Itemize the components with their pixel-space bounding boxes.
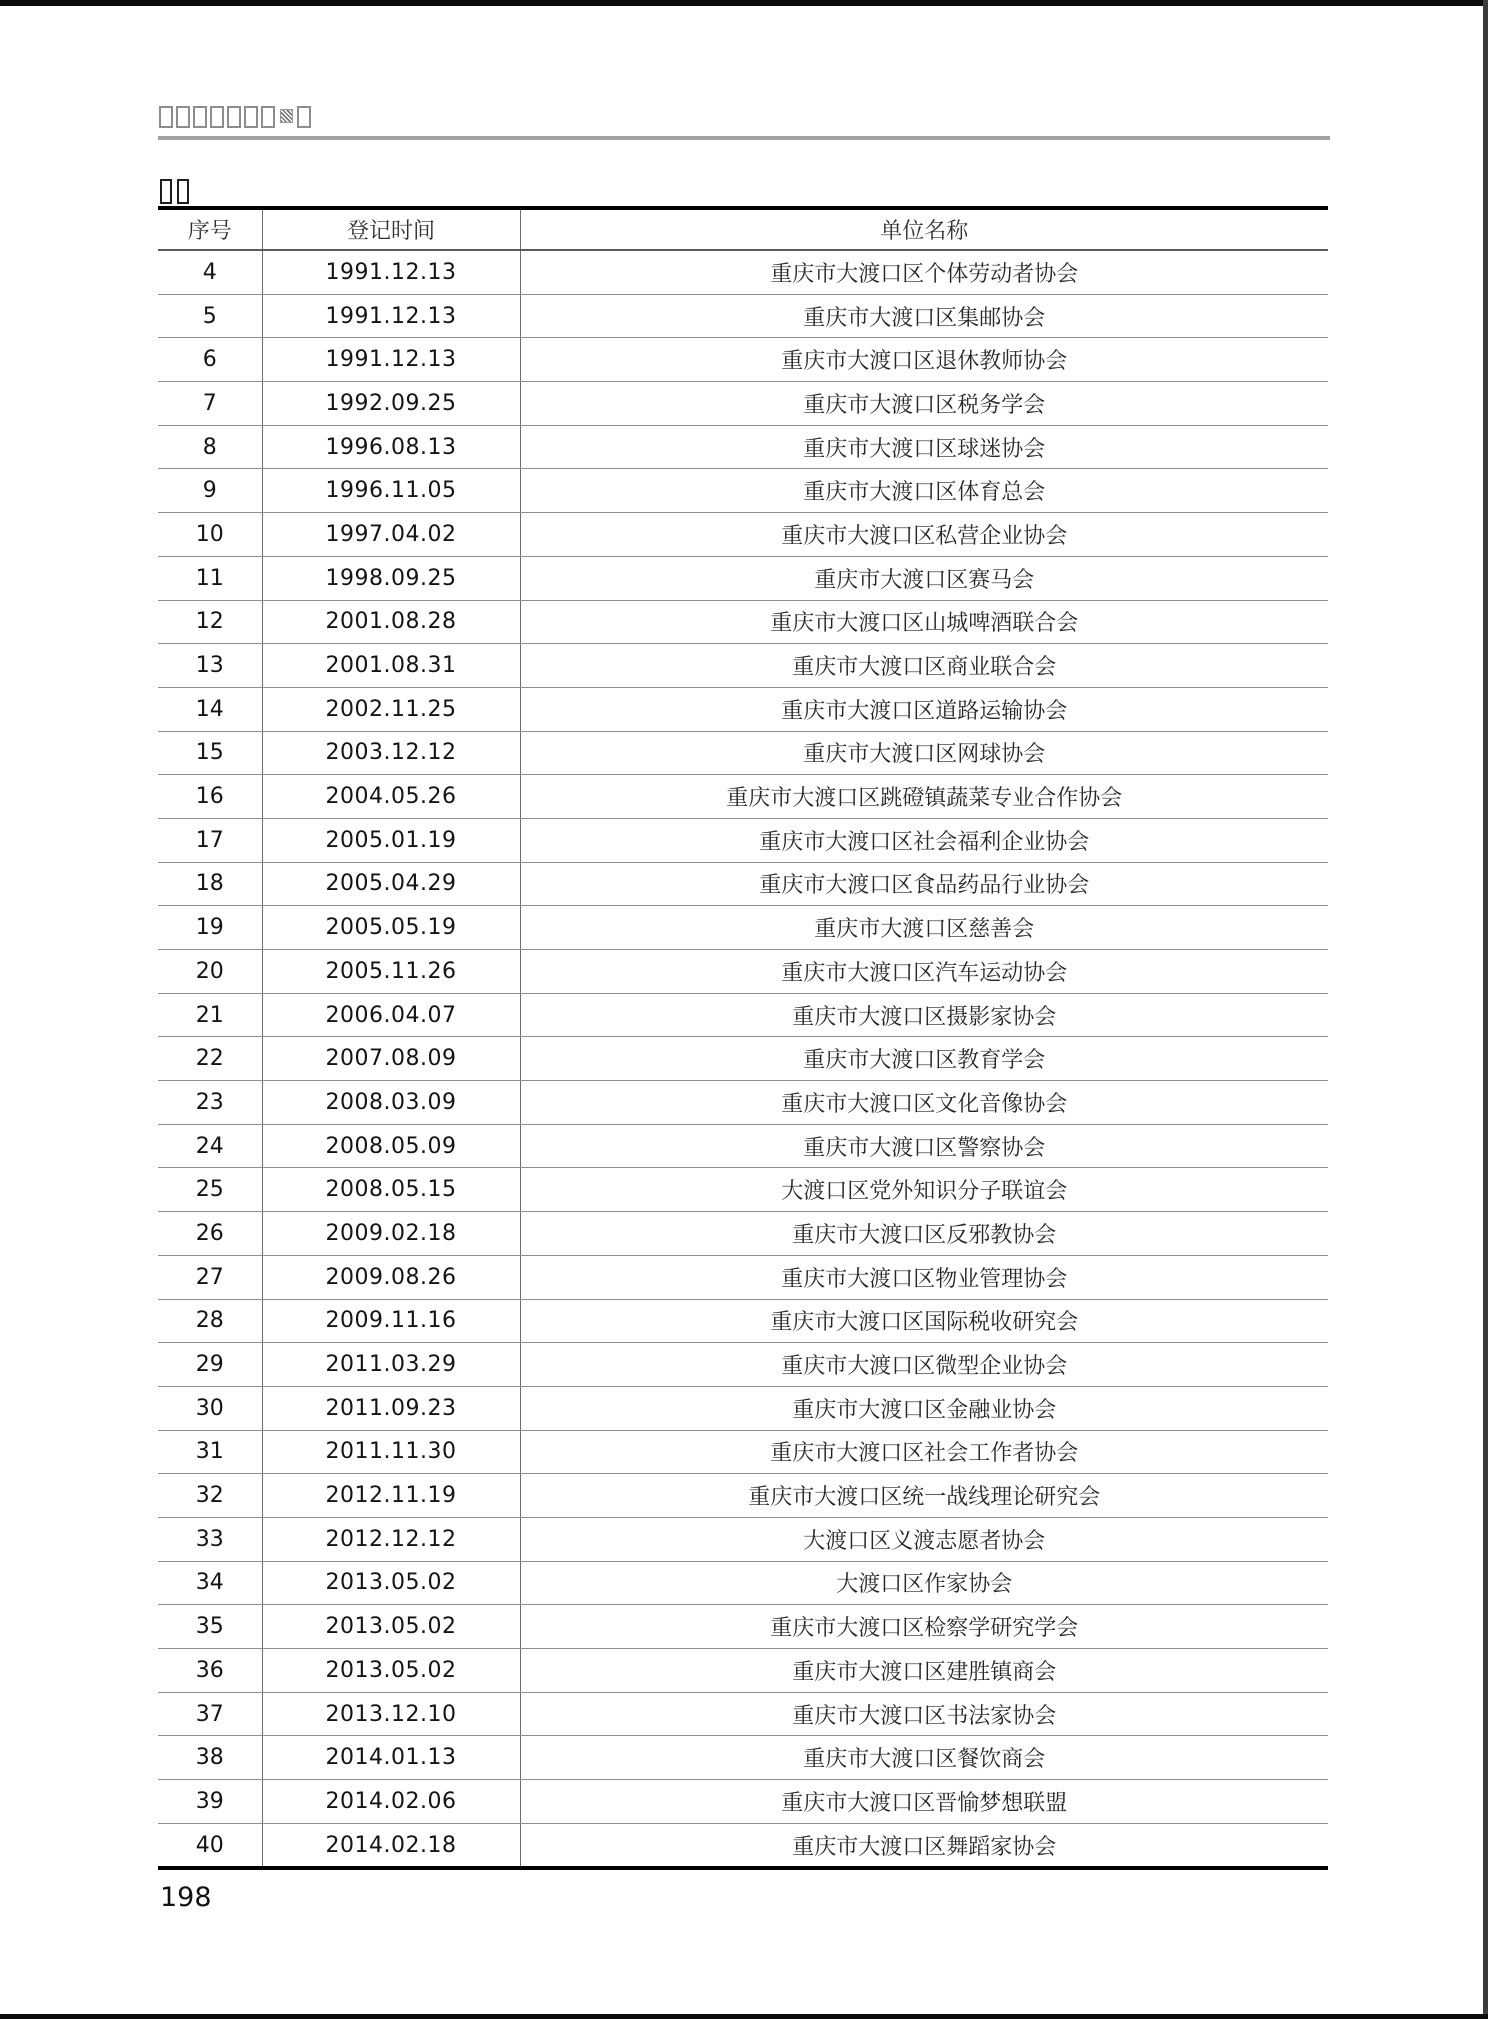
cell-organization-name: 重庆市大渡口区物业管理协会 (520, 1255, 1328, 1299)
table-row (158, 1168, 1328, 1212)
cell-serial: 30 (158, 1386, 262, 1430)
table-row (158, 294, 1328, 338)
cell-organization-name: 重庆市大渡口区反邪教协会 (520, 1212, 1328, 1256)
cell-registration-date: 2009.08.26 (262, 1255, 520, 1299)
cell-organization-name: 重庆市大渡口区建胜镇商会 (520, 1649, 1328, 1693)
cell-serial: 10 (158, 513, 262, 557)
table-row (158, 1736, 1328, 1780)
table-row (158, 1081, 1328, 1125)
cell-serial: 19 (158, 906, 262, 950)
cell-serial: 40 (158, 1823, 262, 1868)
table-row (158, 382, 1328, 426)
cell-organization-name: 大渡口区义渡志愿者协会 (520, 1517, 1328, 1561)
cell-registration-date: 2006.04.07 (262, 993, 520, 1037)
cell-organization-name: 重庆市大渡口区退休教师协会 (520, 338, 1328, 382)
cell-registration-date: 2011.09.23 (262, 1386, 520, 1430)
cell-registration-date: 2009.02.18 (262, 1212, 520, 1256)
cell-organization-name: 重庆市大渡口区道路运输协会 (520, 687, 1328, 731)
cell-registration-date: 2014.01.13 (262, 1736, 520, 1780)
cell-serial: 31 (158, 1430, 262, 1474)
cell-serial: 9 (158, 469, 262, 513)
cell-organization-name: 重庆市大渡口区金融业协会 (520, 1386, 1328, 1430)
table-row (158, 950, 1328, 994)
table-row (158, 1605, 1328, 1649)
continued-table-label (160, 178, 194, 204)
missing-glyph-box (177, 179, 189, 204)
table-row (158, 1692, 1328, 1736)
cell-registration-date: 2008.05.09 (262, 1124, 520, 1168)
page-number: 198 (160, 1882, 212, 1913)
table-row (158, 1212, 1328, 1256)
table-row (158, 1343, 1328, 1387)
cell-organization-name: 重庆市大渡口区食品药品行业协会 (520, 862, 1328, 906)
cell-serial: 36 (158, 1649, 262, 1693)
cell-organization-name: 重庆市大渡口区个体劳动者协会 (520, 250, 1328, 294)
cell-organization-name: 重庆市大渡口区国际税收研究会 (520, 1299, 1328, 1343)
cell-organization-name: 重庆市大渡口区赛马会 (520, 556, 1328, 600)
running-head-title (159, 105, 314, 129)
cell-serial: 7 (158, 382, 262, 426)
table-row (158, 469, 1328, 513)
cell-registration-date: 2005.04.29 (262, 862, 520, 906)
cell-organization-name: 重庆市大渡口区商业联合会 (520, 644, 1328, 688)
cell-organization-name: 重庆市大渡口区社会工作者协会 (520, 1430, 1328, 1474)
cell-organization-name: 大渡口区党外知识分子联谊会 (520, 1168, 1328, 1212)
cell-organization-name: 重庆市大渡口区慈善会 (520, 906, 1328, 950)
cell-registration-date: 2012.12.12 (262, 1517, 520, 1561)
registry-table (158, 206, 1328, 1870)
cell-registration-date: 2013.05.02 (262, 1561, 520, 1605)
cell-organization-name: 重庆市大渡口区跳磴镇蔬菜专业合作协会 (520, 775, 1328, 819)
table-row (158, 644, 1328, 688)
table-row (158, 906, 1328, 950)
table-row (158, 1255, 1328, 1299)
cell-serial: 35 (158, 1605, 262, 1649)
missing-glyph-box (193, 106, 207, 128)
table-header-row (158, 208, 1328, 250)
cell-serial: 23 (158, 1081, 262, 1125)
missing-glyph-box (159, 106, 173, 128)
cell-registration-date: 2011.03.29 (262, 1343, 520, 1387)
table-row (158, 862, 1328, 906)
cell-organization-name: 重庆市大渡口区教育学会 (520, 1037, 1328, 1081)
missing-glyph-box (244, 106, 258, 128)
scan-edge-right (1483, 0, 1488, 2019)
cell-organization-name: 重庆市大渡口区餐饮商会 (520, 1736, 1328, 1780)
table-row (158, 1386, 1328, 1430)
cell-registration-date: 2013.12.10 (262, 1692, 520, 1736)
cell-serial: 15 (158, 731, 262, 775)
partial-glyph (280, 109, 293, 123)
cell-serial: 32 (158, 1474, 262, 1518)
cell-registration-date: 2008.03.09 (262, 1081, 520, 1125)
cell-serial: 17 (158, 818, 262, 862)
cell-organization-name: 重庆市大渡口区社会福利企业协会 (520, 818, 1328, 862)
cell-organization-name: 重庆市大渡口区摄影家协会 (520, 993, 1328, 1037)
table-row (158, 425, 1328, 469)
cell-serial: 6 (158, 338, 262, 382)
cell-serial: 20 (158, 950, 262, 994)
table-row (158, 731, 1328, 775)
cell-organization-name: 大渡口区作家协会 (520, 1561, 1328, 1605)
table-row (158, 1561, 1328, 1605)
cell-registration-date: 2002.11.25 (262, 687, 520, 731)
cell-registration-date: 2001.08.31 (262, 644, 520, 688)
cell-registration-date: 2008.05.15 (262, 1168, 520, 1212)
table-row (158, 338, 1328, 382)
cell-serial: 11 (158, 556, 262, 600)
cell-serial: 22 (158, 1037, 262, 1081)
table-row (158, 1299, 1328, 1343)
cell-registration-date: 1992.09.25 (262, 382, 520, 426)
cell-registration-date: 2003.12.12 (262, 731, 520, 775)
cell-serial: 8 (158, 425, 262, 469)
table-row (158, 1474, 1328, 1518)
cell-registration-date: 1998.09.25 (262, 556, 520, 600)
table-row (158, 600, 1328, 644)
cell-registration-date: 1996.08.13 (262, 425, 520, 469)
cell-organization-name: 重庆市大渡口区舞蹈家协会 (520, 1823, 1328, 1868)
cell-serial: 28 (158, 1299, 262, 1343)
table-row (158, 1517, 1328, 1561)
column-header-organization-name: 单位名称 (520, 208, 1328, 250)
cell-serial: 34 (158, 1561, 262, 1605)
cell-registration-date: 1991.12.13 (262, 294, 520, 338)
cell-serial: 5 (158, 294, 262, 338)
cell-organization-name: 重庆市大渡口区集邮协会 (520, 294, 1328, 338)
missing-glyph-box (227, 106, 241, 128)
cell-organization-name: 重庆市大渡口区私营企业协会 (520, 513, 1328, 557)
column-header-registration-date: 登记时间 (262, 208, 520, 250)
cell-organization-name: 重庆市大渡口区检察学研究学会 (520, 1605, 1328, 1649)
cell-serial: 24 (158, 1124, 262, 1168)
missing-glyph-box (297, 106, 311, 128)
cell-serial: 25 (158, 1168, 262, 1212)
cell-organization-name: 重庆市大渡口区体育总会 (520, 469, 1328, 513)
scan-edge-top (0, 0, 1488, 6)
cell-registration-date: 2013.05.02 (262, 1605, 520, 1649)
cell-serial: 13 (158, 644, 262, 688)
cell-organization-name: 重庆市大渡口区晋愉梦想联盟 (520, 1780, 1328, 1824)
cell-registration-date: 1991.12.13 (262, 338, 520, 382)
cell-serial: 4 (158, 250, 262, 294)
cell-organization-name: 重庆市大渡口区微型企业协会 (520, 1343, 1328, 1387)
cell-serial: 33 (158, 1517, 262, 1561)
cell-registration-date: 1991.12.13 (262, 250, 520, 294)
cell-registration-date: 2001.08.28 (262, 600, 520, 644)
cell-registration-date: 1997.04.02 (262, 513, 520, 557)
cell-registration-date: 2005.11.26 (262, 950, 520, 994)
cell-registration-date: 2014.02.06 (262, 1780, 520, 1824)
cell-organization-name: 重庆市大渡口区统一战线理论研究会 (520, 1474, 1328, 1518)
cell-organization-name: 重庆市大渡口区书法家协会 (520, 1692, 1328, 1736)
cell-registration-date: 2014.02.18 (262, 1823, 520, 1868)
column-header-serial: 序号 (158, 208, 262, 250)
table-row (158, 250, 1328, 294)
table-row (158, 1780, 1328, 1824)
cell-organization-name: 重庆市大渡口区文化音像协会 (520, 1081, 1328, 1125)
cell-registration-date: 2005.05.19 (262, 906, 520, 950)
cell-organization-name: 重庆市大渡口区税务学会 (520, 382, 1328, 426)
cell-serial: 37 (158, 1692, 262, 1736)
table-row (158, 818, 1328, 862)
cell-registration-date: 2009.11.16 (262, 1299, 520, 1343)
table-row (158, 513, 1328, 557)
cell-serial: 21 (158, 993, 262, 1037)
cell-registration-date: 1996.11.05 (262, 469, 520, 513)
table-body (158, 250, 1328, 1868)
scan-edge-bottom (0, 2014, 1488, 2019)
cell-serial: 38 (158, 1736, 262, 1780)
missing-glyph-box (261, 106, 275, 128)
cell-serial: 18 (158, 862, 262, 906)
cell-organization-name: 重庆市大渡口区山城啤酒联合会 (520, 600, 1328, 644)
cell-serial: 39 (158, 1780, 262, 1824)
cell-registration-date: 2012.11.19 (262, 1474, 520, 1518)
table-row (158, 775, 1328, 819)
cell-organization-name: 重庆市大渡口区汽车运动协会 (520, 950, 1328, 994)
cell-serial: 14 (158, 687, 262, 731)
cell-organization-name: 重庆市大渡口区警察协会 (520, 1124, 1328, 1168)
table-row (158, 1823, 1328, 1868)
cell-registration-date: 2004.05.26 (262, 775, 520, 819)
cell-registration-date: 2013.05.02 (262, 1649, 520, 1693)
cell-registration-date: 2007.08.09 (262, 1037, 520, 1081)
cell-serial: 29 (158, 1343, 262, 1387)
missing-glyph-box (160, 179, 172, 204)
table-row (158, 1649, 1328, 1693)
table-row (158, 556, 1328, 600)
table-row (158, 687, 1328, 731)
table-row (158, 1430, 1328, 1474)
cell-registration-date: 2011.11.30 (262, 1430, 520, 1474)
running-head-rule (158, 136, 1330, 140)
cell-organization-name: 重庆市大渡口区网球协会 (520, 731, 1328, 775)
missing-glyph-box (210, 106, 224, 128)
table-row (158, 1124, 1328, 1168)
cell-registration-date: 2005.01.19 (262, 818, 520, 862)
cell-serial: 12 (158, 600, 262, 644)
table-row (158, 993, 1328, 1037)
cell-serial: 16 (158, 775, 262, 819)
cell-serial: 26 (158, 1212, 262, 1256)
table-row (158, 1037, 1328, 1081)
missing-glyph-box (176, 106, 190, 128)
cell-organization-name: 重庆市大渡口区球迷协会 (520, 425, 1328, 469)
cell-serial: 27 (158, 1255, 262, 1299)
